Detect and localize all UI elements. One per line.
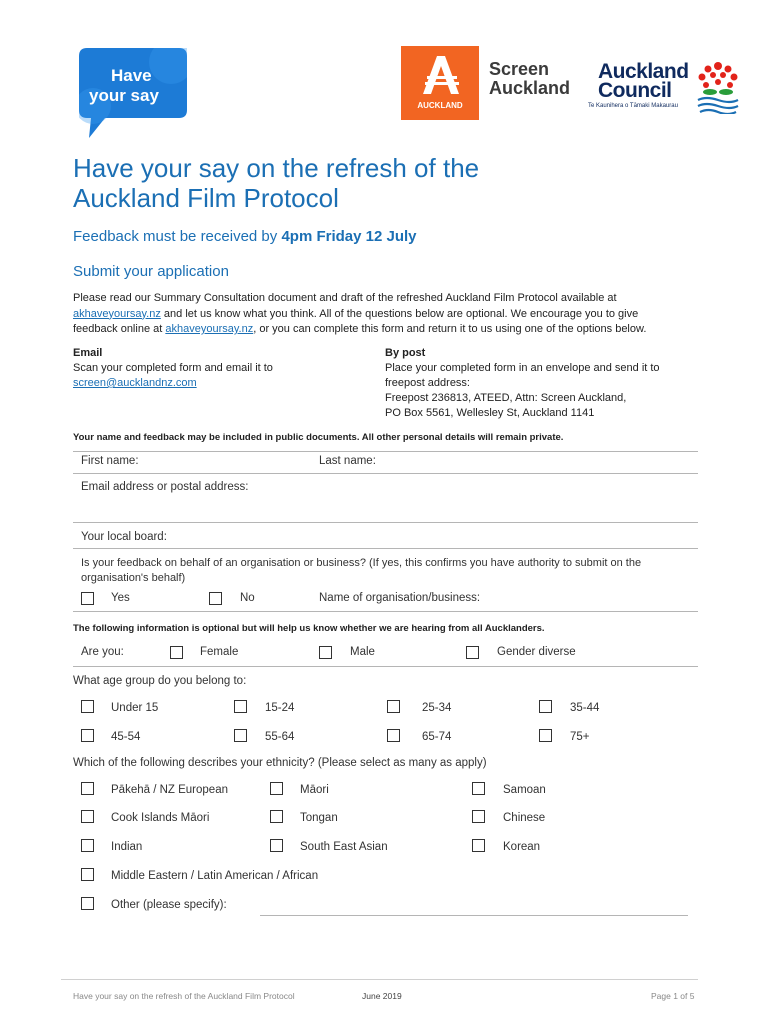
org-row-rule: [73, 611, 698, 612]
org-no-label: No: [240, 592, 255, 604]
org-question-line2: organisation's behalf): [81, 572, 186, 584]
hys-logo-line1: Have: [111, 66, 152, 85]
gender-diverse-label: Gender diverse: [497, 646, 576, 658]
email-row-rule: [73, 522, 698, 523]
auckland-council-tagline: Te Kaunihera o Tāmaki Makaurau: [588, 103, 678, 109]
ethnicity-melaa-checkbox[interactable]: [81, 868, 94, 881]
post-option-heading: By post: [385, 347, 426, 359]
auckland-council-line1: Auckland: [598, 60, 689, 83]
org-question-line1: Is your feedback on behalf of an organisation or business? (If yes, this confirms you have authority to submit on the: [81, 557, 642, 569]
deadline-text: [73, 228, 417, 245]
ethnicity-other-underline: [260, 915, 688, 916]
ethnicity-melaa-label: Middle Eastern / Latin American / African: [111, 870, 319, 882]
gender-female-checkbox[interactable]: [170, 646, 183, 659]
intro-line2-rest: and let us know what you think. All of the questions below are optional. We encourage you to give: [160, 307, 639, 320]
age-55-64-checkbox[interactable]: [234, 729, 247, 742]
gender-diverse-checkbox[interactable]: [466, 646, 479, 659]
ethnicity-other-label: Other (please specify):: [111, 899, 227, 911]
footer-title: Have your say on the refresh of the Auckland Film Protocol: [73, 991, 295, 1001]
ethnicity-question: Which of the following describes your ethnicity? (Please select as many as apply): [73, 757, 487, 769]
name-row-rule: [73, 473, 698, 474]
ethnicity-maori-label: Māori: [300, 784, 329, 796]
ethnicity-cook-islands-label: Cook Islands Māori: [111, 812, 210, 824]
email-postal-input[interactable]: [73, 476, 698, 520]
age-25-34-label: 25-34: [422, 702, 452, 714]
email-postal-label: Email address or postal address:: [81, 481, 249, 493]
email-option-heading: Email: [73, 347, 103, 359]
ethnicity-other-checkbox[interactable]: [81, 897, 94, 910]
age-35-44-checkbox[interactable]: [539, 700, 552, 713]
ethnicity-indian-checkbox[interactable]: [81, 839, 94, 852]
intro-line3-pre: feedback online at: [73, 323, 166, 335]
form-top-rule: [73, 451, 698, 452]
akhaveyoursay-link-2[interactable]: akhaveyoursay.nz: [165, 323, 254, 335]
footer-rule: [61, 979, 698, 980]
ethnicity-south-east-asian-label: South East Asian: [300, 841, 388, 853]
age-question: What age group do you belong to:: [73, 675, 247, 687]
org-name-input[interactable]: [486, 590, 696, 608]
screen-auckland-wordmark: [489, 60, 570, 98]
age-45-54-checkbox[interactable]: [81, 729, 94, 742]
intro-line3-rest: , or you can complete this form and return it to us using one of the options below.: [253, 323, 647, 335]
first-name-label: First name:: [81, 455, 139, 467]
age-65-74-label: 65-74: [422, 731, 452, 743]
post-option: [385, 346, 660, 421]
hys-logo-line2: your say: [89, 86, 159, 105]
ethnicity-pakeha-checkbox[interactable]: [81, 782, 94, 795]
ethnicity-other-input[interactable]: [260, 896, 688, 914]
age-25-34-checkbox[interactable]: [387, 700, 400, 713]
screen-auckland-line2: Auckland: [489, 78, 571, 98]
have-your-say-logo: [79, 48, 187, 138]
auckland-council-wordmark: [598, 62, 689, 100]
screen-auckland-line1: Screen: [489, 59, 550, 79]
last-name-input[interactable]: [380, 453, 696, 471]
org-no-checkbox[interactable]: [209, 592, 222, 605]
intro-paragraph: [73, 291, 713, 338]
email-option-text: Scan your completed form and email it to: [73, 362, 273, 374]
age-15-24-checkbox[interactable]: [234, 700, 247, 713]
screen-auckland-logo: [401, 46, 479, 120]
local-board-label: Your local board:: [81, 531, 167, 543]
gender-row-rule: [73, 666, 698, 667]
local-board-rule: [73, 548, 698, 549]
ethnicity-maori-checkbox[interactable]: [270, 782, 283, 795]
gender-male-checkbox[interactable]: [319, 646, 332, 659]
optional-note: The following information is optional but will help us know whether we are hearing from all Aucklanders.: [73, 623, 545, 634]
ethnicity-south-east-asian-checkbox[interactable]: [270, 839, 283, 852]
akhaveyoursay-link[interactable]: akhaveyoursay.nz: [73, 307, 161, 320]
email-address-link[interactable]: screen@aucklandnz.com: [73, 377, 197, 389]
ethnicity-korean-label: Korean: [503, 841, 541, 853]
screen-auckland-badge-text: AUCKLAND: [417, 101, 463, 110]
ethnicity-korean-checkbox[interactable]: [472, 839, 485, 852]
section-title: Submit your application: [73, 263, 229, 280]
last-name-label: Last name:: [319, 455, 376, 467]
gender-male-label: Male: [350, 646, 375, 658]
age-under-15-label: Under 15: [111, 702, 159, 714]
local-board-input[interactable]: [170, 526, 698, 546]
ethnicity-chinese-checkbox[interactable]: [472, 810, 485, 823]
footer-page-number: Page 1 of 5: [651, 991, 695, 1001]
org-name-label: Name of organisation/business:: [319, 592, 481, 604]
intro-line2: [73, 307, 713, 323]
post-option-line2: freepost address:: [385, 377, 470, 389]
gender-female-label: Female: [200, 646, 239, 658]
ethnicity-samoan-checkbox[interactable]: [472, 782, 485, 795]
age-75-plus-label: 75+: [570, 731, 590, 743]
email-option: [73, 346, 273, 391]
page-title-line2: Auckland Film Protocol: [73, 183, 339, 213]
age-55-64-label: 55-64: [265, 731, 295, 743]
age-35-44-label: 35-44: [570, 702, 600, 714]
post-option-line3: Freepost 236813, ATEED, Attn: Screen Auckland,: [385, 392, 627, 404]
org-yes-label: Yes: [111, 592, 130, 604]
deadline-date: 4pm Friday 12 July: [281, 228, 417, 245]
page-title: [73, 153, 479, 213]
age-65-74-checkbox[interactable]: [387, 729, 400, 742]
pohutukawa-emblem-icon: [694, 56, 742, 114]
age-15-24-label: 15-24: [265, 702, 295, 714]
age-75-plus-checkbox[interactable]: [539, 729, 552, 742]
intro-line3: [73, 322, 713, 338]
page-title-line1: Have your say on the refresh of the: [73, 153, 480, 183]
privacy-note: Your name and feedback may be included in public documents. All other personal details will remain private.: [73, 432, 564, 443]
intro-line1: Please read our Summary Consultation document and draft of the refreshed Auckland Film Protocol available at: [73, 292, 617, 304]
ethnicity-chinese-label: Chinese: [503, 812, 546, 824]
org-yes-checkbox[interactable]: [81, 592, 94, 605]
auckland-council-line2: Council: [598, 79, 672, 102]
post-option-line1: Place your completed form in an envelope and send it to: [385, 362, 660, 374]
ethnicity-indian-label: Indian: [111, 841, 143, 853]
ethnicity-samoan-label: Samoan: [503, 784, 546, 796]
deadline-prefix: Feedback must be received by: [73, 228, 282, 245]
ethnicity-pakeha-label: Pākehā / NZ European: [111, 784, 228, 796]
age-45-54-label: 45-54: [111, 731, 141, 743]
footer-date: June 2019: [362, 991, 402, 1001]
gender-label: Are you:: [81, 646, 124, 658]
ethnicity-tongan-checkbox[interactable]: [270, 810, 283, 823]
age-under-15-checkbox[interactable]: [81, 700, 94, 713]
post-option-line4: PO Box 5561, Wellesley St, Auckland 1141: [385, 407, 595, 419]
first-name-input[interactable]: [140, 453, 310, 471]
ethnicity-cook-islands-checkbox[interactable]: [81, 810, 94, 823]
org-question: [81, 556, 701, 586]
ethnicity-tongan-label: Tongan: [300, 812, 338, 824]
